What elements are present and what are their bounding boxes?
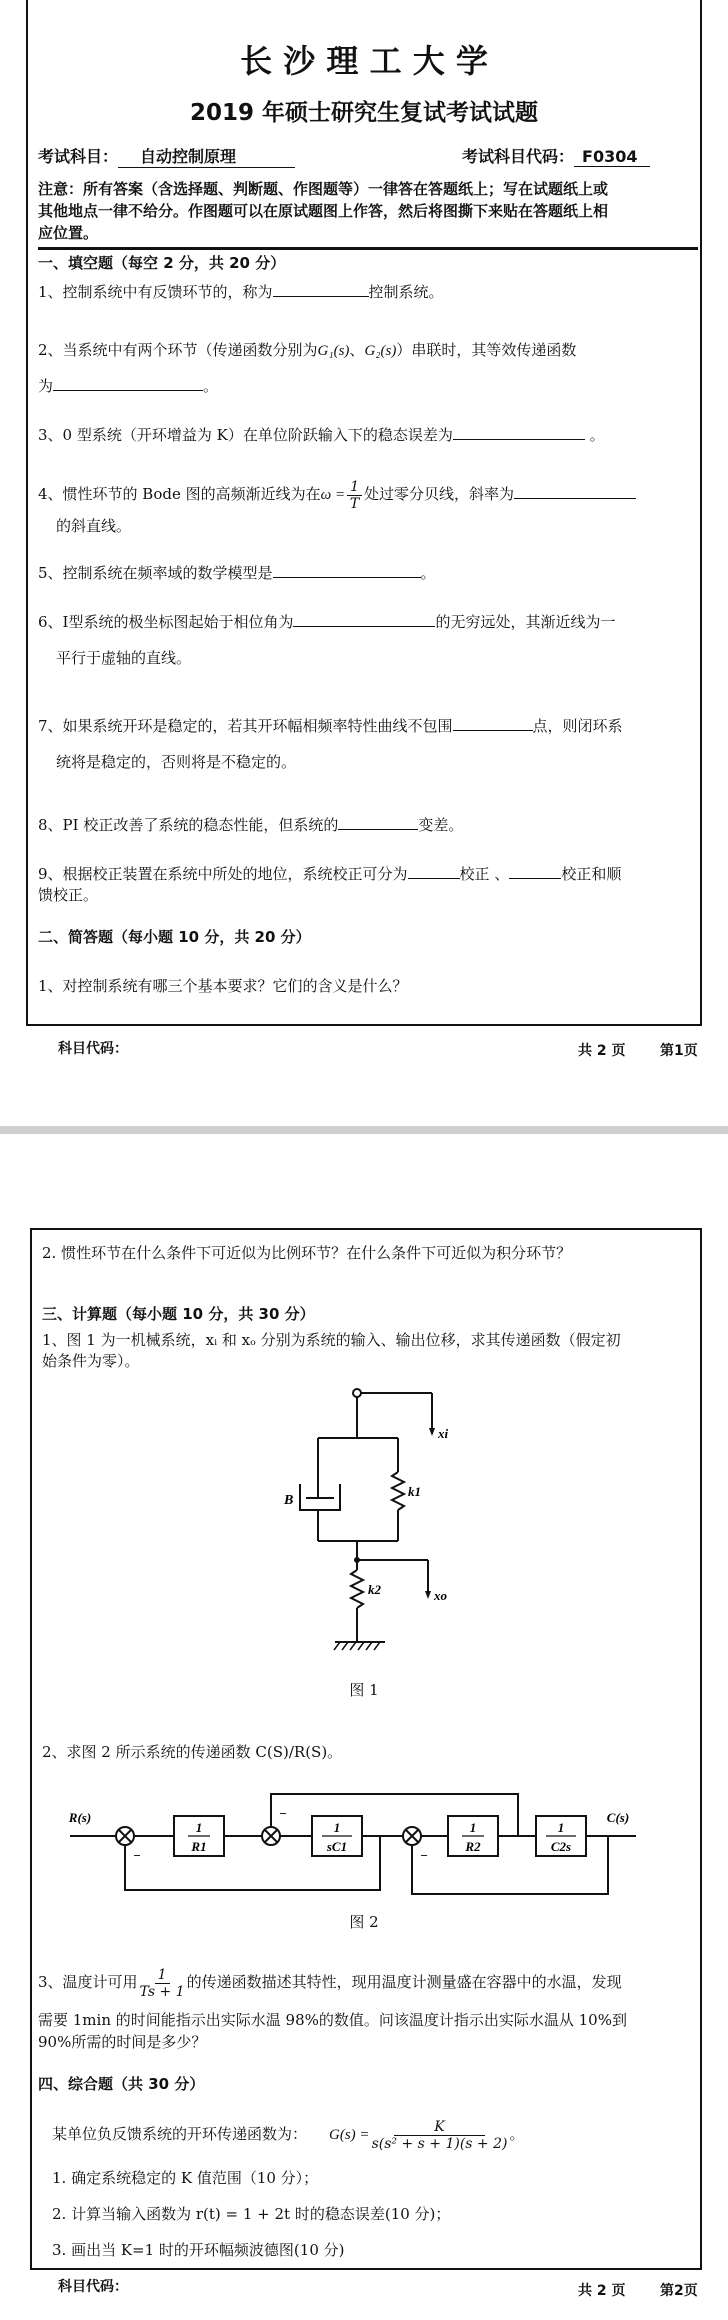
s3-q3 bbox=[38, 1960, 622, 2004]
summing-junction-2 bbox=[262, 1827, 280, 1845]
q5-text-end: 。 bbox=[420, 564, 436, 582]
q7-text-end: 点，则闭环系 bbox=[532, 717, 623, 735]
q4-line2: 的斜直线。 bbox=[56, 517, 132, 535]
frac-den: Ts + 1 bbox=[139, 1983, 185, 2000]
b3-den: R2 bbox=[465, 1839, 481, 1854]
q8-text-end: 变差。 bbox=[418, 816, 464, 834]
b4-num: 1 bbox=[557, 1820, 565, 1835]
minus-sign-3: − bbox=[420, 1848, 428, 1863]
frac-den: T bbox=[349, 495, 360, 512]
figure1-mechanical-system bbox=[0, 1380, 728, 1660]
q8-text: 8、PI 校正改善了系统的稳态性能，但系统的 bbox=[38, 816, 339, 834]
s2-q2: 2. 惯性环节在什么条件下可近似为比例环节？在什么条件下可近似为积分环节？ bbox=[42, 1244, 572, 1262]
minus-sign-1: − bbox=[133, 1848, 141, 1863]
s3-q3-line2: 需要 1min 的时间能指示出实际水温 98%的数值。问该温度计指示出实际水温从 10%到 bbox=[38, 2011, 627, 2029]
q2-text: 2、当系统中有两个环节（传递函数分别为 bbox=[38, 341, 318, 359]
b1-num: 1 bbox=[195, 1820, 203, 1835]
q4-text-mid: 处过零分贝线，斜率为 bbox=[364, 485, 515, 503]
figure2-block-diagram bbox=[0, 1780, 728, 1910]
q1-blank[interactable] bbox=[273, 282, 369, 297]
figure2-caption: 图 2 bbox=[349, 1913, 379, 1931]
q8 bbox=[38, 815, 463, 835]
s2-q1: 1、对控制系统有哪三个基本要求？它们的含义是什么？ bbox=[38, 977, 408, 995]
s3-q2: 2、求图 2 所示系统的传递函数 C(S)/R(S)。 bbox=[42, 1743, 343, 1761]
q2 bbox=[38, 340, 576, 361]
q3-text-end: 。 bbox=[584, 426, 605, 444]
q9 bbox=[38, 864, 621, 884]
q2-line2-text: 为 bbox=[38, 377, 54, 395]
q2-line2-end: 。 bbox=[203, 377, 219, 395]
spring-k2 bbox=[351, 1570, 363, 1608]
summing-junction-1 bbox=[116, 1827, 134, 1845]
s3q3-text-end: 的传递函数描述其特性，现用温度计测量盛在容器中的水温，发现 bbox=[186, 1973, 622, 1991]
s3q3-text: 3、温度计可用 bbox=[38, 1973, 138, 1991]
page-separator bbox=[0, 1126, 728, 1134]
q7-line2: 统将是稳定的，否则将是不稳定的。 bbox=[56, 753, 297, 771]
q4 bbox=[38, 472, 636, 517]
q1 bbox=[38, 282, 444, 302]
q6-text-end: 的无穷远处，其渐近线为一 bbox=[435, 613, 616, 631]
fraction-1-over-ts-plus-1 bbox=[140, 1967, 185, 2000]
g1-symbol: G₁(s) bbox=[317, 343, 350, 359]
section3-heading: 三、计算题（每小题 10 分，共 30 分） bbox=[42, 1305, 315, 1323]
q6 bbox=[38, 612, 616, 632]
q9-blank-1[interactable] bbox=[408, 864, 460, 879]
label-k1: k1 bbox=[408, 1484, 421, 1499]
q3-text: 3、0 型系统（开环增益为 K）在单位阶跃输入下的稳态误差为 bbox=[38, 426, 453, 444]
q6-blank[interactable] bbox=[293, 612, 435, 627]
q3 bbox=[38, 425, 605, 445]
q5 bbox=[38, 563, 436, 583]
b2-den: sC1 bbox=[326, 1839, 348, 1854]
q2-line2 bbox=[38, 376, 218, 396]
q8-blank[interactable] bbox=[338, 815, 418, 830]
feedback-path-3 bbox=[412, 1836, 608, 1894]
q7-text: 7、如果系统开环是稳定的，若其开环幅相频率特性曲线不包围 bbox=[38, 717, 453, 735]
university-title: 长 沙 理 工 大 学 bbox=[240, 42, 488, 80]
q4-blank[interactable] bbox=[514, 484, 636, 499]
q1-text-end: 控制系统。 bbox=[368, 283, 444, 301]
footer-code-label-2: 科目代码： bbox=[58, 2279, 128, 2295]
s3-q1-line1: 1、图 1 为一机械系统，xᵢ 和 xₒ 分别为系统的输入、输出位移，求其传递函数（假定初 bbox=[42, 1331, 621, 1349]
q1-text: 1、控制系统中有反馈环节的，称为 bbox=[38, 283, 273, 301]
s4-item-2: 2. 计算当输入函数为 r(t) = 1 + 2t 时的稳态误差(10 分)； bbox=[52, 2205, 451, 2223]
footer-code-label: 科目代码： bbox=[58, 1041, 128, 1057]
notice-line-2: 其他地点一律不给分。作图题可以在原试题图上作答，然后将图撕下来贴在答题纸上相 bbox=[38, 202, 609, 220]
minus-sign-2: − bbox=[279, 1806, 287, 1821]
label-xo: xo bbox=[434, 1588, 447, 1603]
frac-num: K bbox=[394, 2119, 484, 2136]
b3-num: 1 bbox=[469, 1820, 477, 1835]
gs-symbol: G(s) = bbox=[329, 2127, 370, 2143]
s4-intro-text: 某单位负反馈系统的开环传递函数为： bbox=[52, 2125, 308, 2143]
header-divider bbox=[38, 247, 698, 250]
fraction-1-over-T bbox=[347, 479, 362, 512]
footer-total-pages: 共 2 页 bbox=[578, 1043, 626, 1059]
s3-q3-line3: 90%所需的时间是多少？ bbox=[38, 2033, 207, 2051]
label-xi: xi bbox=[438, 1426, 449, 1441]
b2-num: 1 bbox=[333, 1820, 341, 1835]
q9-blank-2[interactable] bbox=[509, 864, 561, 879]
section1-heading: 一、填空题（每空 2 分，共 20 分） bbox=[38, 254, 286, 272]
frac-num: 1 bbox=[155, 1967, 170, 1984]
spring-k1 bbox=[392, 1472, 404, 1510]
q2-text-end: ）串联时，其等效传递函数 bbox=[396, 341, 577, 359]
q9-text-end: 校正和顺 bbox=[561, 865, 622, 883]
output-label: C(s) bbox=[606, 1810, 630, 1825]
footer-page-number: 第1页 bbox=[660, 1043, 698, 1059]
exam-subtitle: 2019 年硕士研究生复试考试试题 bbox=[189, 100, 539, 126]
q2-blank[interactable] bbox=[53, 376, 203, 391]
g2-symbol: G₂(s) bbox=[364, 343, 397, 359]
label-b: B bbox=[284, 1493, 294, 1508]
code-label: 考试科目代码： bbox=[462, 147, 575, 166]
frac-den: s(s² + s + 1)(s + 2) bbox=[371, 2135, 508, 2152]
notice-line-3: 应位置。 bbox=[38, 224, 99, 242]
b1-den: R1 bbox=[191, 1839, 207, 1854]
figure1-caption: 图 1 bbox=[349, 1681, 379, 1699]
summing-junction-3 bbox=[403, 1827, 421, 1845]
s4-item-1: 1. 确定系统稳定的 K 值范围（10 分）； bbox=[52, 2169, 319, 2187]
notice-line-1: 注意：所有答案（含选择题、判断题、作图题等）一律答在答题纸上；写在试题纸上或 bbox=[38, 180, 609, 198]
q9-text-mid: 校正 、 bbox=[459, 865, 510, 883]
frac-num: 1 bbox=[347, 479, 362, 496]
q6-line2: 平行于虚轴的直线。 bbox=[56, 649, 192, 667]
q9-line2: 馈校正。 bbox=[38, 886, 99, 904]
subject-row bbox=[38, 144, 295, 168]
label-k2: k2 bbox=[368, 1582, 381, 1597]
q7 bbox=[38, 716, 623, 736]
input-terminal bbox=[353, 1389, 361, 1397]
section4-heading: 四、综合题（共 30 分） bbox=[38, 2075, 205, 2093]
q6-text: 6、Ⅰ型系统的极坐标图起始于相位角为 bbox=[38, 613, 294, 631]
b4-den: C2s bbox=[550, 1839, 572, 1854]
subject-value: 自动控制原理 bbox=[118, 144, 295, 168]
q3-blank[interactable] bbox=[453, 425, 585, 440]
q4-text: 4、惯性环节的 Bode 图的高频渐近线为在 bbox=[38, 485, 321, 503]
input-label: R(s) bbox=[68, 1810, 92, 1825]
q2-sep: 、 bbox=[349, 341, 365, 359]
omega-symbol: ω = bbox=[320, 487, 346, 503]
subject-label: 考试科目： bbox=[38, 147, 119, 166]
open-loop-transfer-function bbox=[372, 2119, 508, 2152]
q9-text: 9、根据校正装置在系统中所处的地位，系统校正可分为 bbox=[38, 865, 408, 883]
footer-total-pages-2: 共 2 页 bbox=[578, 2283, 626, 2299]
footer-page-number-2: 第2页 bbox=[660, 2283, 698, 2299]
q5-blank[interactable] bbox=[273, 563, 421, 578]
code-row bbox=[462, 144, 650, 167]
code-value: F0304 bbox=[574, 147, 650, 167]
section2-heading: 二、简答题（每小题 10 分，共 20 分） bbox=[38, 928, 311, 946]
s3-q1-line2: 始条件为零）。 bbox=[42, 1352, 140, 1370]
s4-item-3: 3. 画出当 K=1 时的开环幅频波德图(10 分) bbox=[52, 2241, 345, 2259]
s4-end: 。 bbox=[509, 2125, 525, 2143]
s4-intro bbox=[52, 2112, 524, 2157]
q7-blank[interactable] bbox=[453, 716, 533, 731]
q5-text: 5、控制系统在频率域的数学模型是 bbox=[38, 564, 273, 582]
